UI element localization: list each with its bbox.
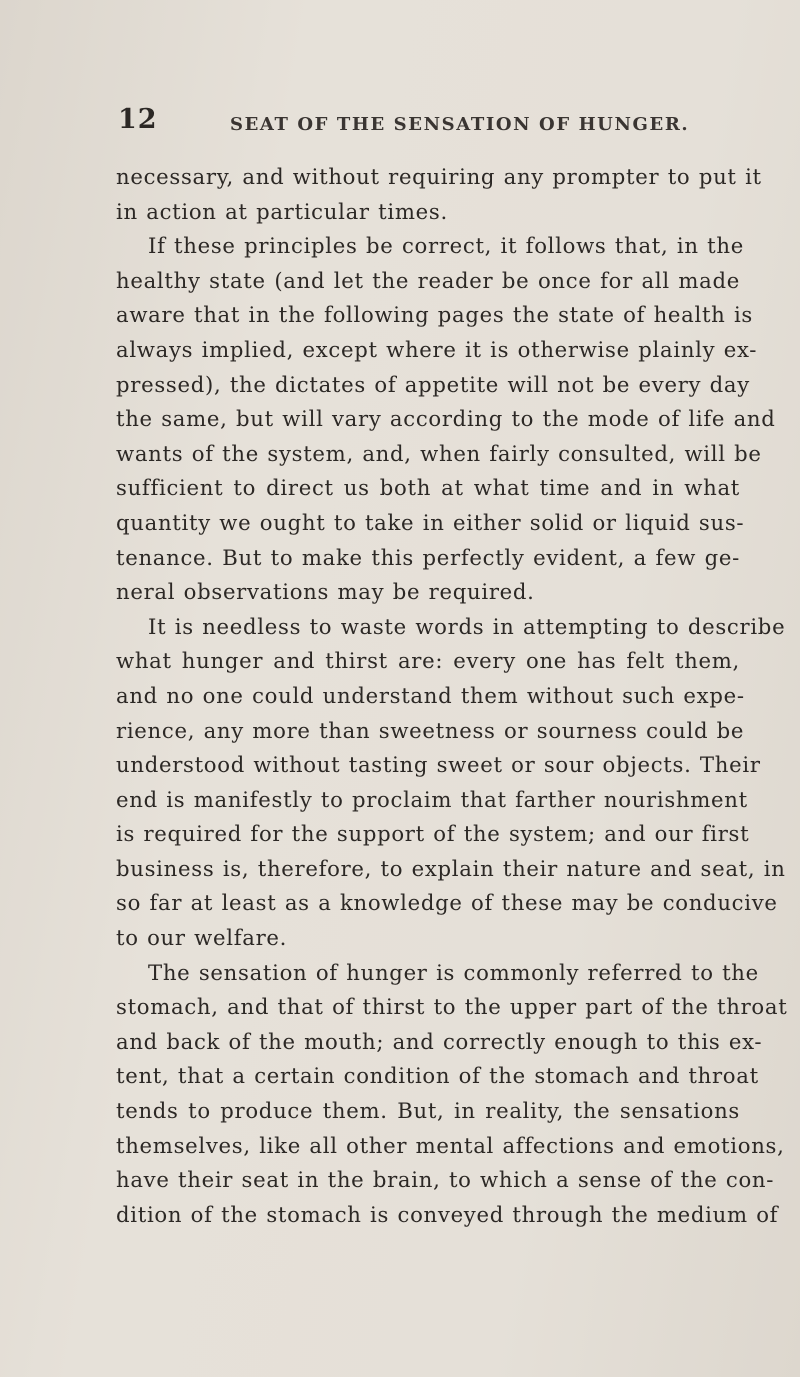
text-line: neral observations may be required.	[116, 579, 535, 605]
text-line: is required for the support of the system; and our first	[116, 821, 750, 847]
text-line: sufficient to direct us both at what time and in what	[116, 475, 740, 501]
text-line: the same, but will vary according to the mode of life and	[116, 406, 776, 432]
text-line: and back of the mouth; and correctly enough to this ex-	[116, 1028, 763, 1054]
paragraph	[116, 956, 788, 1233]
text-line: to our welfare.	[116, 925, 288, 951]
text-line: always implied, except where it is otherwise plainly ex-	[116, 336, 758, 362]
text-line: tenance. But to make this perfectly evident, a few ge-	[116, 544, 740, 570]
paragraph	[116, 229, 776, 610]
text-line: If these principles be correct, it follows that, in the	[148, 233, 744, 259]
text-line: It is needless to waste words in attempting to describe	[148, 613, 786, 639]
paragraph	[116, 160, 762, 229]
text-line: tends to produce them. But, in reality, the sensations	[116, 1098, 740, 1124]
text-line: end is manifestly to proclaim that farther nourishment	[116, 786, 748, 812]
text-line: tent, that a certain condition of the stomach and throat	[116, 1063, 759, 1089]
text-line: stomach, and that of thirst to the upper part of the throat	[116, 994, 788, 1020]
text-line: and no one could understand them without such expe-	[116, 682, 745, 708]
text-line: so far at least as a knowledge of these may be conducive	[116, 890, 778, 916]
page-number: 12	[118, 104, 158, 135]
text-line: wants of the system, and, when fairly consulted, will be	[116, 440, 762, 466]
text-line: themselves, like all other mental affections and emotions,	[116, 1132, 785, 1158]
text-line: rience, any more than sweetness or sourness could be	[116, 717, 745, 743]
text-line: have their seat in the brain, to which a sense of the con-	[116, 1167, 775, 1193]
text-line: healthy state (and let the reader be once for all made	[116, 267, 740, 293]
running-head: SEAT OF THE SENSATION OF HUNGER.	[230, 114, 690, 135]
page-header	[118, 104, 738, 144]
text-line: understood without tasting sweet or sour objects. Their	[116, 752, 761, 778]
paragraph	[116, 610, 786, 956]
text-line: dition of the stomach is conveyed through the medium of	[116, 1201, 779, 1227]
text-line: necessary, and without requiring any prompter to put it	[116, 164, 762, 189]
text-line: quantity we ought to take in either solid or liquid sus-	[116, 509, 745, 535]
text-line: in action at particular times.	[116, 198, 448, 224]
text-line: aware that in the following pages the state of health is	[116, 302, 754, 328]
text-line: business is, therefore, to explain their nature and seat, in	[116, 855, 786, 881]
text-line: what hunger and thirst are: every one has felt them,	[116, 648, 740, 674]
body-text	[116, 160, 788, 1232]
text-line: The sensation of hunger is commonly referred to the	[148, 959, 759, 985]
text-line: pressed), the dictates of appetite will not be every day	[116, 371, 750, 397]
